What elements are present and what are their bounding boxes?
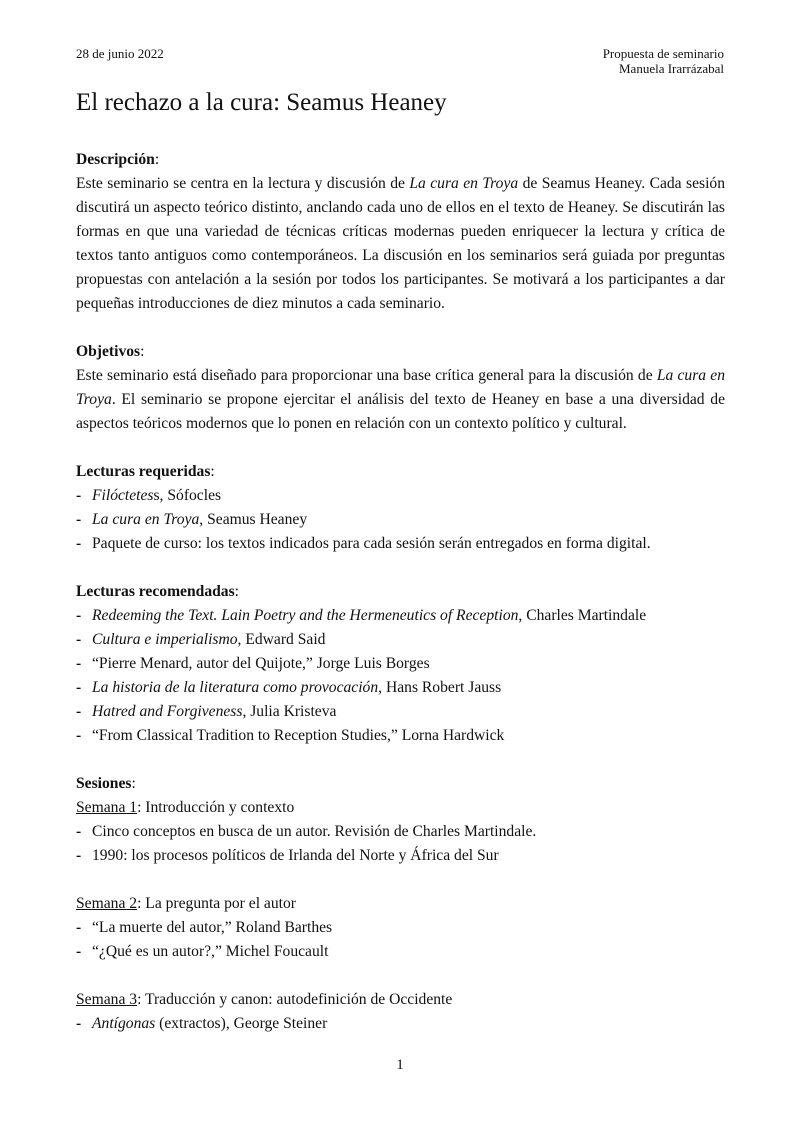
document-author: Manuela Irarrázabal — [618, 61, 724, 76]
list-item: - Hatred and Forgiveness, Julia Kristeva — [76, 700, 725, 724]
document-type: Propuesta de seminario — [602, 46, 724, 61]
week-list — [76, 916, 725, 964]
week-list — [76, 820, 725, 868]
page-number: 1 — [396, 1057, 404, 1073]
week-list — [76, 1012, 725, 1036]
sesiones-section — [76, 772, 725, 1036]
list-item: - Filóctetess, Sófocles — [76, 484, 725, 508]
objetivos-paragraph: Este seminario está diseñado para proporcionar una base crítica general para la discusión de La cura en Troya. El seminario se propone ejercitar el análisis del texto de Heaney en base a una diversidad de aspectos teóricos modernos que lo ponen en relación con un contexto político y cultural. — [76, 367, 725, 432]
objetivos-section — [76, 340, 725, 436]
list-item: - Antígonas (extractos), George Steiner — [76, 1012, 725, 1036]
descripcion-paragraph: Este seminario se centra en la lectura y discusión de La cura en Troya de Seamus Heaney. Cada sesión discutirá un aspecto teórico distinto, anclando cada uno de ellos en el texto de Heaney. Se discutirán las formas en que una variedad de técnicas críticas modernas pueden enriquecer la lectura y crítica de textos tanto antiguos como contemporáneos. La discusión en los seminarios será guiada por preguntas propuestas con antelación a la sesión por todos los participantes. Se motivará a los participantes a dar pequeñas introducciones de diez minutos a cada seminario. — [76, 175, 726, 312]
list-item: - La historia de la literatura como provocación, Hans Robert Jauss — [76, 676, 725, 700]
list-item: - Cultura e imperialismo, Edward Said — [76, 628, 725, 652]
document-title: El rechazo a la cura: Seamus Heaney — [76, 89, 447, 116]
list-item: - “From Classical Tradition to Reception Studies,” Lorna Hardwick — [76, 724, 725, 748]
list-item: - Cinco conceptos en busca de un autor. Revisión de Charles Martindale. — [76, 820, 725, 844]
lecturas-requeridas-section — [76, 460, 725, 556]
lecturas-recomendadas-list — [76, 604, 725, 748]
list-item: - La cura en Troya, Seamus Heaney — [76, 508, 725, 532]
list-item: - Redeeming the Text. Lain Poetry and the Hermeneutics of Reception, Charles Martindale — [76, 604, 725, 628]
section-heading: Lecturas requeridas: — [76, 463, 215, 480]
week-heading: Semana 2: La pregunta por el autor — [76, 895, 296, 912]
lecturas-requeridas-list — [76, 484, 725, 556]
list-item: - “¿Qué es un autor?,” Michel Foucault — [76, 940, 725, 964]
section-heading: Objetivos: — [76, 343, 145, 360]
lecturas-recomendadas-section — [76, 580, 725, 748]
descripcion-section — [76, 148, 725, 316]
list-item: - “Pierre Menard, autor del Quijote,” Jorge Luis Borges — [76, 652, 725, 676]
list-item: - 1990: los procesos políticos de Irlanda del Norte y África del Sur — [76, 844, 725, 868]
section-heading: Sesiones: — [76, 775, 136, 792]
document-date: 28 de junio 2022 — [76, 46, 164, 61]
list-item: - Paquete de curso: los textos indicados para cada sesión serán entregados en forma digital. — [76, 532, 725, 556]
week-heading: Semana 1: Introducción y contexto — [76, 799, 295, 816]
document-body — [76, 148, 725, 1036]
section-heading: Descripción: — [76, 151, 160, 168]
week-heading: Semana 3: Traducción y canon: autodefinición de Occidente — [76, 991, 453, 1008]
document-header-right — [603, 46, 724, 76]
section-heading: Lecturas recomendadas: — [76, 583, 240, 600]
list-item: - “La muerte del autor,” Roland Barthes — [76, 916, 725, 940]
